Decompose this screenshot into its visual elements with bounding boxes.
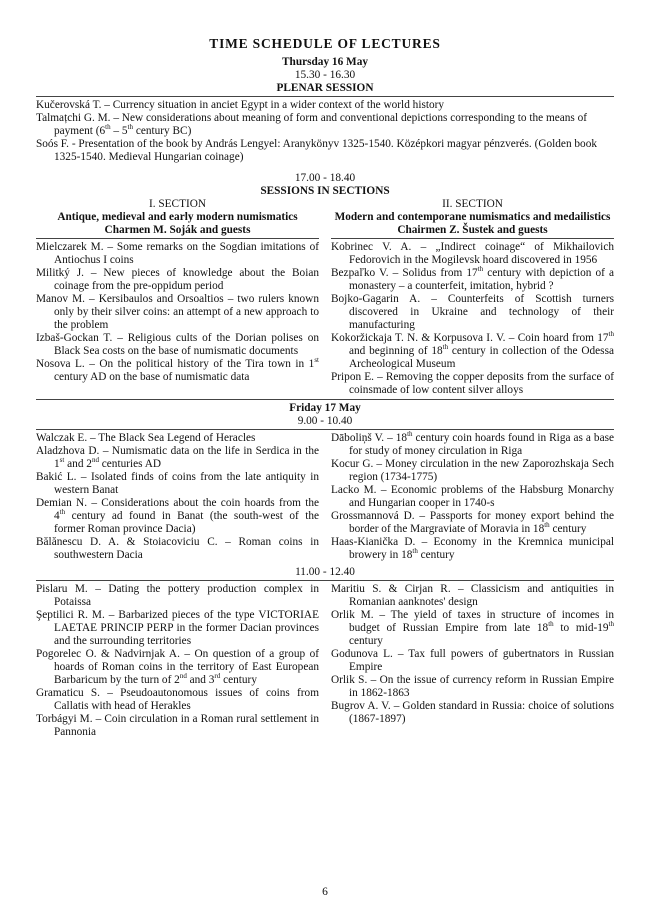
sessions-heading: SESSIONS IN SECTIONS — [260, 185, 390, 197]
block1-entry: Bălănescu D. A. & Stoiacoviciu C. – Roman coins in southwestern Dacia — [36, 536, 319, 561]
divider — [36, 96, 614, 97]
plenary-entry: Talmațchi G. M. – New considerations about meaning of form and conventional depictions corresponding to the means of payment (6th – 5th century BC) — [36, 112, 588, 137]
block2-left — [36, 583, 319, 739]
section2-chair: Chairmen Z. Šustek and guests — [397, 224, 548, 236]
plenary-entry: Kučerovská T. – Currency situation in anciet Egypt in a wider context of the world history — [36, 99, 445, 111]
block2-entry: Pislaru M. – Dating the pottery production complex in Potaissa — [36, 583, 319, 608]
page-number: 6 — [322, 886, 328, 898]
section2-entry: Bojko-Gagarin A. – Counterfeits of Scottish turners discovered in Ukraine and technology of their manufacturing — [331, 293, 614, 331]
plenary-heading: PLENAR SESSION — [276, 82, 374, 94]
block1-entry: Dāboliņš V. – 18th century coin hoards found in Riga as a base for study of money circulation in Riga — [331, 430, 614, 457]
block1-left — [36, 432, 319, 562]
section1-entry: Nosova L. – On the political history of the Tira town in 1st century AD on the base of numismatic data — [36, 356, 319, 383]
section1-column — [36, 198, 319, 397]
day1-sections — [36, 198, 614, 397]
block2-entry: Bugrov A. V. – Golden standard in Russia: choice of solutions (1867-1897) — [331, 700, 614, 725]
block2-entry: Godunova L. – Tax full powers of gubertnators in Russian Empire — [331, 648, 614, 673]
block1-entry: Aladzhova D. – Numismatic data on the life in Serdica in the 1st and 2nd centuries AD — [36, 445, 319, 470]
block1-entry: Haas-Kianička D. – Economy in the Kremnica municipal browery in 18th century — [331, 536, 614, 561]
schedule-page — [36, 36, 614, 739]
block1-entry: Walczak E. – The Black Sea Legend of Heracles — [36, 432, 256, 444]
block1-entry: Kocur G. – Money circulation in the new Zaporozhskaja Sech region (1734-1775) — [331, 458, 614, 483]
section1-label: I. SECTION — [148, 198, 207, 210]
plenary-list — [36, 99, 614, 164]
page-title: TIME SCHEDULE OF LECTURES — [209, 36, 441, 51]
section2-entry: Kokoržickaja T. N. & Korpusova I. V. – Coin hoard from 17th and beginning of 18th century in collection of the Odessa Archeological Museum — [331, 330, 614, 370]
section2-column — [331, 198, 614, 397]
block2-entry: Orlik M. – The yield of taxes in structure of incomes in budget of Russian Empire from late 18th to mid-19th century — [331, 609, 614, 647]
plenary-time: 15.30 - 16.30 — [294, 69, 356, 81]
sessions-time: 17.00 - 18.40 — [294, 172, 356, 184]
block1-entry: Grossmannová D. – Passports for money export behind the border of the Margraviate of Moravia in 18th century — [331, 510, 614, 535]
plenary-entry: Soós F. - Presentation of the book by András Lengyel: Aranykönyv 1325-1540. Középkori magyar pénzverés. (Golden book 1325-1540. Medieval Hungarian coinage) — [36, 138, 598, 163]
block2-right — [331, 583, 614, 739]
section2-entry: Kobrinec V. A. – „Indirect coinage“ of Mikhailovich Fedorovich in the Mogilevsk hoard discovered in 1956 — [331, 241, 614, 266]
section1-entry: Izbaš-Gockan T. – Religious cults of the Dorian polises on Black Sea costs on the base of numismatic documents — [36, 332, 319, 357]
section1-entry: Militký J. – New pieces of knowledge about the Boian coinage from the pre-oppidum period — [36, 267, 319, 292]
section1-topic: Antique, medieval and early modern numismatics — [57, 211, 298, 223]
block2-entry: Şeptilici R. M. – Barbarized pieces of the type VICTORIAE LAETAE PRINCIP PERP in the former Dacian provinces and the surrounding territories — [36, 609, 319, 647]
block2-columns — [36, 583, 614, 739]
divider — [36, 580, 614, 581]
block1-right — [331, 432, 614, 562]
section2-topic: Modern and contemporane numismatics and medailistics — [334, 211, 611, 223]
divider — [36, 238, 319, 239]
section2-entry: Bezpaľko V. – Solidus from 17th century with depiction of a monastery – a counterfeit, imitation, hybrid ? — [331, 265, 614, 292]
block2-entry: Orlik S. – On the issue of currency reform in Russian Empire in 1862-1863 — [331, 674, 614, 699]
block1-entry: Demian N. – Considerations about the coin hoards from the 4th century ad found in Banat (the south-west of the former Roman province Dacia) — [36, 497, 319, 535]
block1-columns — [36, 432, 614, 562]
section2-entry: Pripon E. – Removing the copper deposits from the surface of coinsmade of low content silver alloys — [331, 371, 614, 396]
section2-label: II. SECTION — [442, 198, 503, 210]
divider — [36, 399, 614, 400]
block1-entry: Lacko M. – Economic problems of the Habsburg Monarchy and Hungarian cooper in 1740-s — [331, 484, 614, 509]
divider — [36, 429, 614, 430]
block1-entry: Bakić L. – Isolated finds of coins from the late antiquity in western Banat — [36, 471, 319, 496]
day2-date: Friday 17 May — [289, 402, 361, 414]
section1-entry: Manov M. – Kersibaulos and Orsoaltios – two rulers known only by their silver coins: an attempt of a new approach to the problem — [36, 293, 319, 331]
block2-entry: Gramaticu S. – Pseudoautonomous issues of coins from Callatis with head of Herakles — [36, 687, 319, 712]
block2-entry: Pogorelec O. & Nadvirnjak A. – On question of a group of hoards of Roman coins in the territory of East European Barbaricum by the turn of 2nd and 3rd century — [36, 648, 319, 686]
block2-time: 11.00 - 12.40 — [295, 566, 355, 578]
block2-entry: Torbágyi M. – Coin circulation in a Roman rural settlement in Pannonia — [36, 713, 319, 738]
day1-date: Thursday 16 May — [282, 56, 368, 68]
section1-chair: Charmen M. Soják and guests — [104, 224, 251, 236]
block1-time: 9.00 - 10.40 — [297, 415, 353, 427]
block2-entry: Maritiu S. & Cirjan R. – Classicism and antiquities in Romanian aanknotes' design — [331, 583, 614, 608]
divider — [331, 238, 614, 239]
section1-entry: Mielczarek M. – Some remarks on the Sogdian imitations of Antiochus I coins — [36, 241, 319, 266]
